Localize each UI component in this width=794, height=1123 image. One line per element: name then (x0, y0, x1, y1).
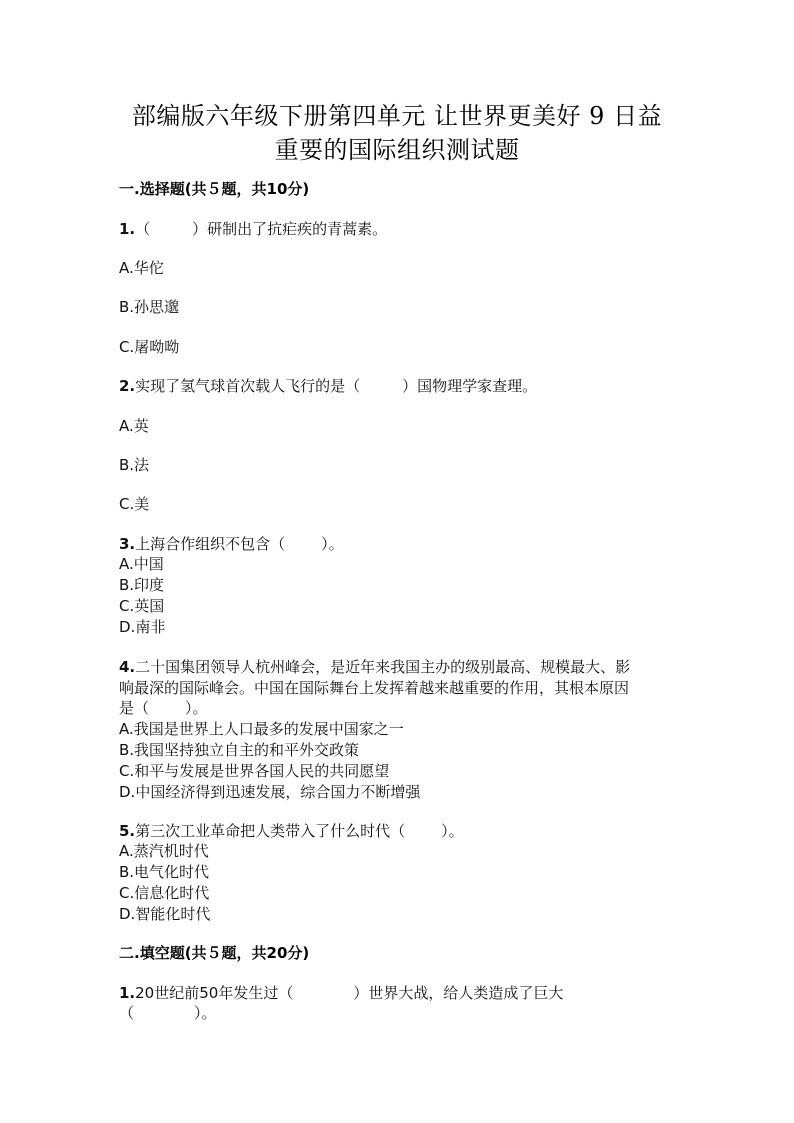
option: A.蒸汽机时代 (119, 842, 209, 860)
question-text-post: ）。 (185, 699, 208, 717)
question-text-pre: （ (135, 220, 151, 238)
option: C.和平与发展是世界各国人民的共同愿望 (119, 762, 390, 780)
option: A.华佗 (119, 259, 164, 277)
option: C.屠呦呦 (119, 338, 180, 356)
question-number: 2. (119, 377, 136, 395)
question-1 (119, 218, 387, 239)
question-number: 1. (119, 984, 136, 1002)
question-text-pre: （ (119, 1004, 135, 1022)
question-number: 3. (119, 535, 136, 553)
question-text-pre: 上海合作组织不包含（ (135, 535, 286, 553)
option: B.我国坚持独立自主的和平外交政策 (119, 741, 360, 759)
fill-question-1 (119, 982, 563, 1003)
question-3 (119, 533, 344, 554)
option: C.信息化时代 (119, 884, 210, 902)
question-number: 1. (119, 220, 136, 238)
question-text-pre: 是（ (119, 699, 150, 717)
option: D.中国经济得到迅速发展，综合国力不断增强 (119, 783, 421, 801)
option: A.我国是世界上人口最多的发展中国家之一 (119, 720, 404, 738)
question-text-pre: 实现了氢气球首次载人飞行的是（ (135, 377, 361, 395)
page-title-line2: 重要的国际组织测试题 (274, 136, 520, 164)
question-number: 4. (119, 658, 136, 676)
question-text-post: ）研制出了抗疟疾的青蒿素。 (192, 220, 388, 238)
option: B.电气化时代 (119, 863, 210, 881)
fill-question-1-line2 (119, 1002, 217, 1023)
section-heading-multiple-choice: 一.选择题(共５题，共10分) (119, 180, 310, 198)
option: A.中国 (119, 555, 164, 573)
question-number: 5. (119, 822, 136, 840)
question-text-line1: 二十国集团领导人杭州峰会，是近年来我国主办的级别最高、规模最大、影 (135, 658, 631, 676)
option: D.智能化时代 (119, 905, 211, 923)
page-title-line1: 部编版六年级下册第四单元 让世界更美好 9 日益 (131, 102, 663, 130)
question-4 (119, 656, 630, 677)
section-heading-fill-in: 二.填空题(共５题，共20分) (119, 944, 310, 962)
question-text-post: ）世界大战，给人类造成了巨大 (353, 984, 564, 1002)
question-text-line2: 响最深的国际峰会。中国在国际舞台上发挥着越来越重要的作用，其根本原因 (119, 679, 630, 697)
question-2 (119, 375, 537, 396)
question-text-post: ）。 (321, 535, 344, 553)
question-text-pre: 第三次工业革命把人类带入了什么时代（ (135, 822, 406, 840)
option: D.南非 (119, 618, 166, 636)
question-text-post: ）。 (194, 1004, 217, 1022)
option: A.英 (119, 417, 149, 435)
option: B.孙思邈 (119, 298, 180, 316)
option: C.美 (119, 495, 150, 513)
question-5 (119, 820, 464, 841)
option: C.英国 (119, 597, 165, 615)
option: B.印度 (119, 576, 165, 594)
question-text-post: ）。 (441, 822, 464, 840)
question-text-post: ）国物理学家查理。 (402, 377, 538, 395)
option: B.法 (119, 456, 150, 474)
question-text-line3 (119, 697, 208, 718)
question-text-pre: 20世纪前50年发生过（ (135, 984, 294, 1002)
